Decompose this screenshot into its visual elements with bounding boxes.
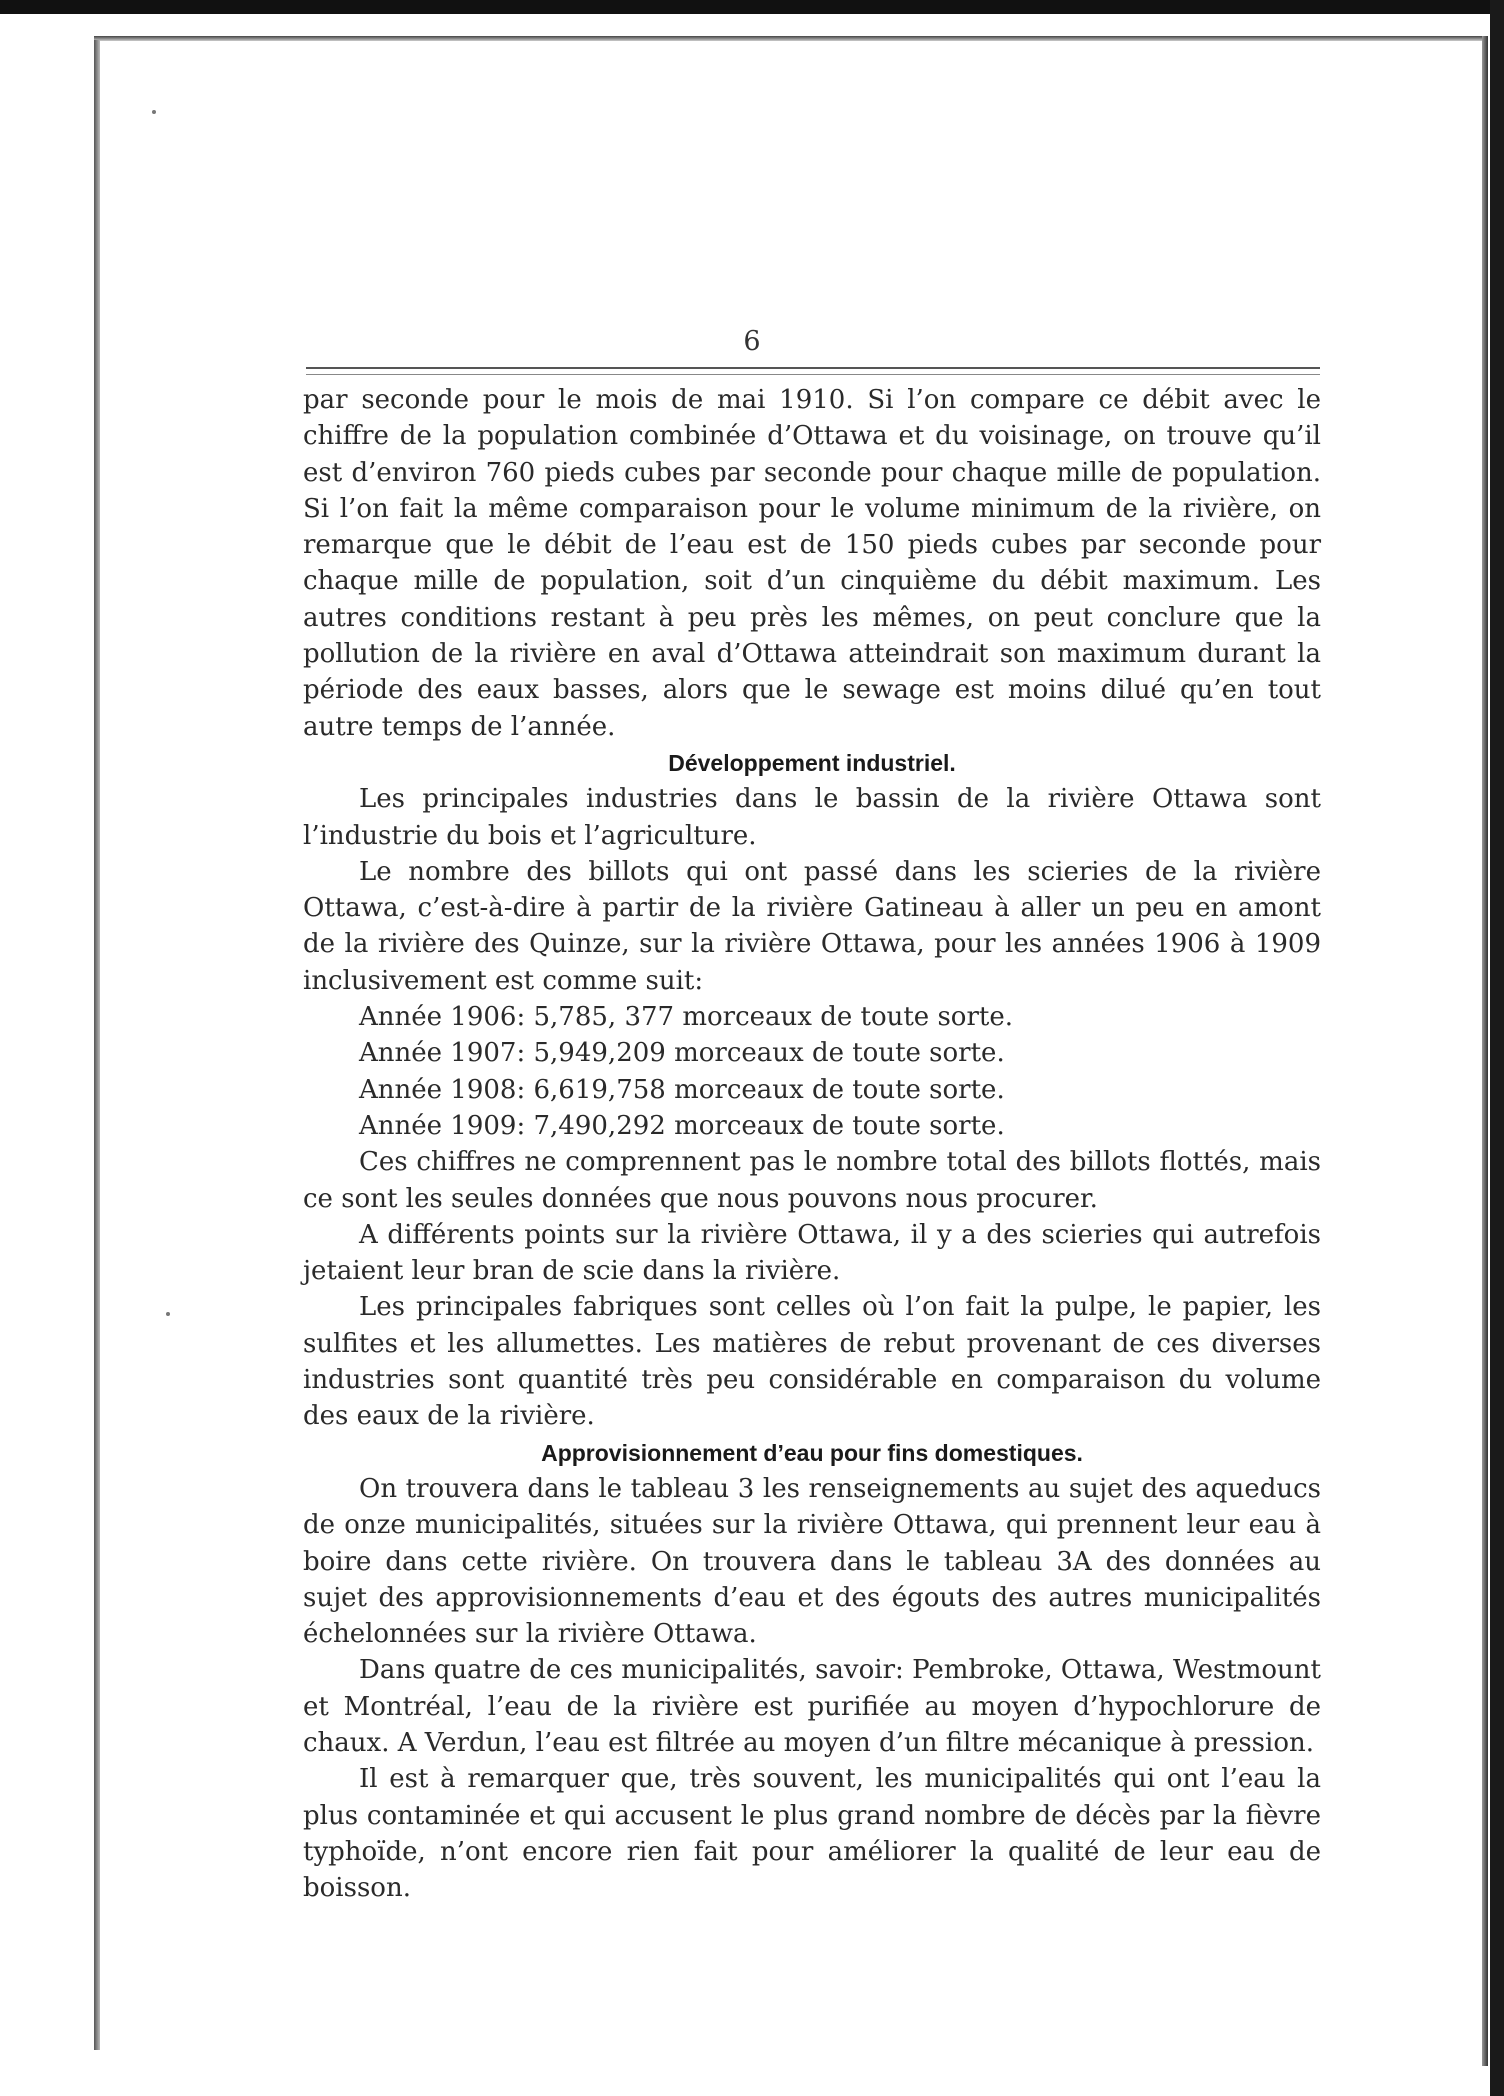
paragraph: Dans quatre de ces municipalités, savoir: Pembroke, Ottawa, Westmount et Montréal, l’eau de la rivière est purifiée au moyen d’hypochlorure de chaux. A Verdun, l’eau est filtrée au moyen d’un filtre mécanique à pression. [303, 1655, 1321, 1758]
paragraph: Ces chiffres ne comprennent pas le nombre total des billots flottés, mais ce sont les seules données que nous pouvons nous procurer. [303, 1147, 1321, 1214]
list-item: Année 1907: 5,949,209 morceaux de toute sorte. [359, 1038, 1005, 1069]
scan-speck [152, 110, 156, 114]
paragraph: par seconde pour le mois de mai 1910. Si l’on compare ce débit avec le chiffre de la population combinée d’Ottawa et du voisinage, on trouve qu’il est d’environ 760 pieds cubes par seconde pour chaque mille de population. Si l’on fait la même comparaison pour le volume minimum de la rivière, on remarque que le débit de l’eau est de 150 pieds cubes par seconde pour chaque mille de population, soit d’un cinquième du débit maximum. Les autres conditions restant à peu près les mêmes, on peut conclure que la pollution de la rivière en aval d’Ottawa atteindrait son maximum durant la période des eaux basses, alors que le sewage est moins dilué qu’en tout autre temps de l’année. [303, 385, 1321, 742]
log-count-list [303, 999, 1321, 1144]
paragraph: Le nombre des billots qui ont passé dans les scieries de la rivière Ottawa, c’est-à-dire à partir de la rivière Gatineau à aller un peu en amont de la rivière des Quinze, sur la rivière Ottawa, pour les années 1906 à 1909 inclusivement est comme suit: [303, 856, 1321, 996]
header-rule-thin [306, 374, 1320, 375]
scan-border-right [1490, 0, 1504, 2096]
page-number: 6 [743, 326, 761, 357]
list-item: Année 1908: 6,619,758 morceaux de toute sorte. [359, 1074, 1005, 1105]
list-item: Année 1909: 7,490,292 morceaux de toute sorte. [359, 1110, 1005, 1141]
paragraph: On trouvera dans le tableau 3 les renseignements au sujet des aqueducs de onze municipalités, situées sur la rivière Ottawa, qui prennent leur eau à boire dans cette rivière. On trouvera dans le tableau 3A des données au sujet des approvisionnements d’eau et des égouts des autres municipalités échelonnées sur la rivière Ottawa. [303, 1473, 1321, 1650]
paragraph: Les principales fabriques sont celles où l’on fait la pulpe, le papier, les sulfites et les allumettes. Les matières de rebut provenant de ces diverses industries sont quantité très peu considérable en comparaison du volume des eaux de la rivière. [303, 1292, 1321, 1432]
scan-speck [166, 1312, 170, 1316]
section-heading-water-supply: Approvisionnement d’eau pour fins domestiques. [541, 1439, 1083, 1466]
scan-border-top [0, 0, 1504, 14]
section-heading-industrial: Développement industriel. [668, 749, 956, 776]
page-body [303, 382, 1321, 1906]
paragraph: Il est à remarquer que, très souvent, les municipalités qui ont l’eau la plus contaminée et qui accusent le plus grand nombre de décès par la fièvre typhoïde, n’ont encore rien fait pour améliorer la qualité de leur eau de boisson. [303, 1764, 1321, 1904]
paragraph: Les principales industries dans le bassin de la rivière Ottawa sont l’industrie du bois et l’agriculture. [303, 784, 1321, 851]
paragraph: A différents points sur la rivière Ottawa, il y a des scieries qui autrefois jetaient leur bran de scie dans la rivière. [303, 1219, 1321, 1287]
page-edge-top [94, 36, 1484, 41]
header-rule [306, 367, 1320, 369]
list-item: Année 1906: 5,785, 377 morceaux de toute sorte. [359, 1002, 1013, 1033]
